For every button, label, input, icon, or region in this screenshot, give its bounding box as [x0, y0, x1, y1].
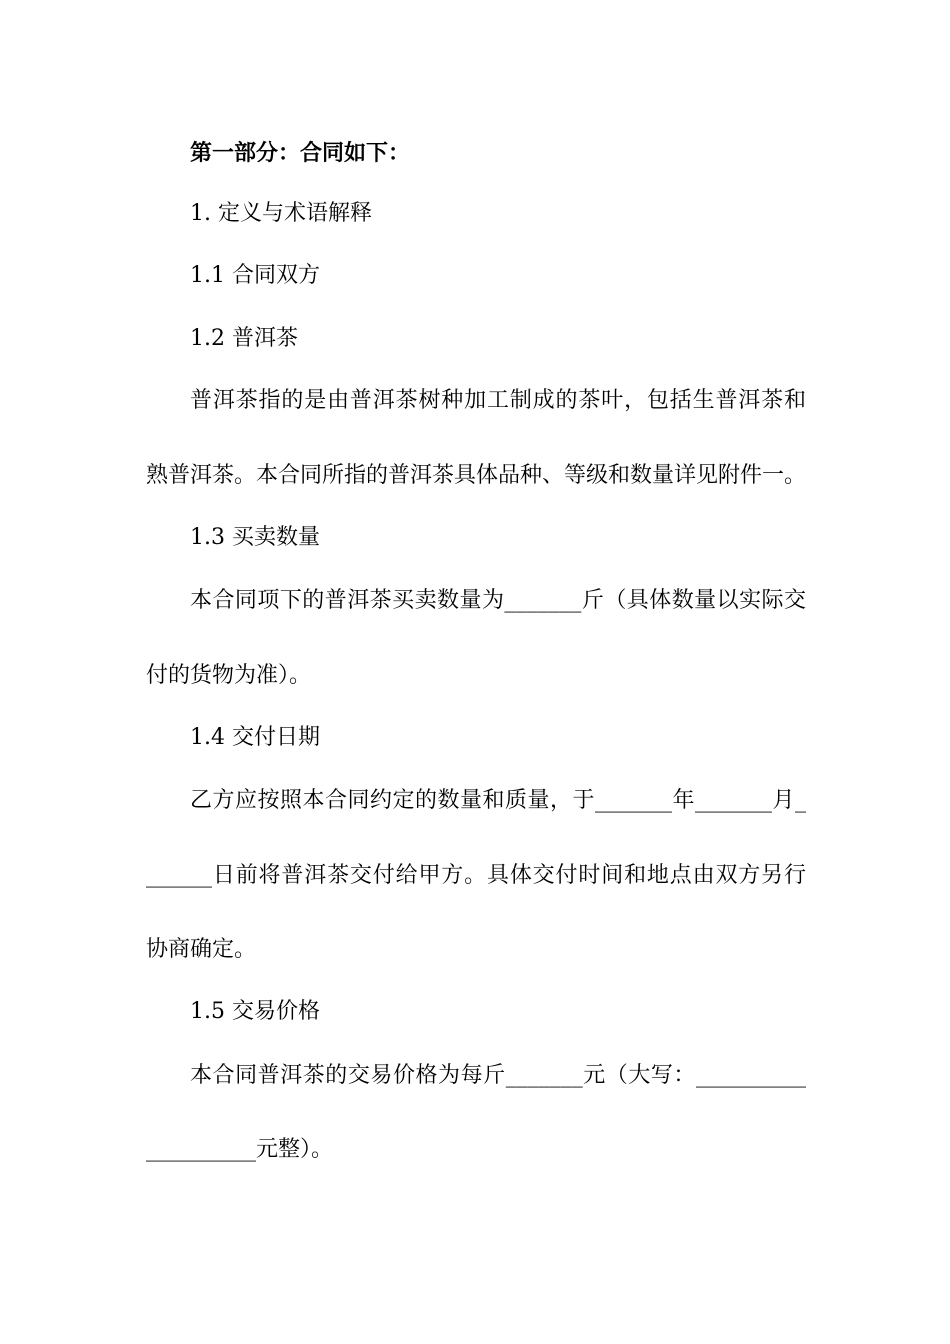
section-1-title: 1. 定义与术语解释 — [190, 201, 372, 226]
section-1-4-title: 1.4 交付日期 — [190, 725, 320, 750]
section-1-2-title: 1.2 普洱茶 — [190, 326, 298, 351]
paragraph-1-line-2: 熟普洱茶。本合同所指的普洱茶具体品种、等级和数量详见附件一。 — [146, 463, 807, 488]
paragraph-3-line-1: 乙方应按照本合同约定的数量和质量，于_______年_______月_ — [190, 788, 806, 813]
paragraph-2-line-1: 本合同项下的普洱茶买卖数量为_______斤（具体数量以实际交 — [190, 588, 806, 613]
paragraph-4-line-1: 本合同普洱茶的交易价格为每斤_______元（大写：__________ — [190, 1063, 806, 1088]
section-1-1-title: 1.1 合同双方 — [190, 263, 320, 288]
paragraph-1-line-1: 普洱茶指的是由普洱茶树种加工制成的茶叶，包括生普洱茶和 — [190, 388, 806, 413]
paragraph-3-line-2: ______日前将普洱茶交付给甲方。具体交付时间和地点由双方另行 — [146, 863, 806, 888]
section-heading: 第一部分：合同如下： — [190, 140, 411, 166]
paragraph-2-line-2: 付的货物为准）。 — [146, 663, 312, 688]
paragraph-3-line-3: 协商确定。 — [146, 937, 257, 962]
section-1-5-title: 1.5 交易价格 — [190, 999, 320, 1024]
section-1-3-title: 1.3 买卖数量 — [190, 525, 320, 550]
paragraph-4-line-2: __________元整）。 — [146, 1137, 334, 1162]
